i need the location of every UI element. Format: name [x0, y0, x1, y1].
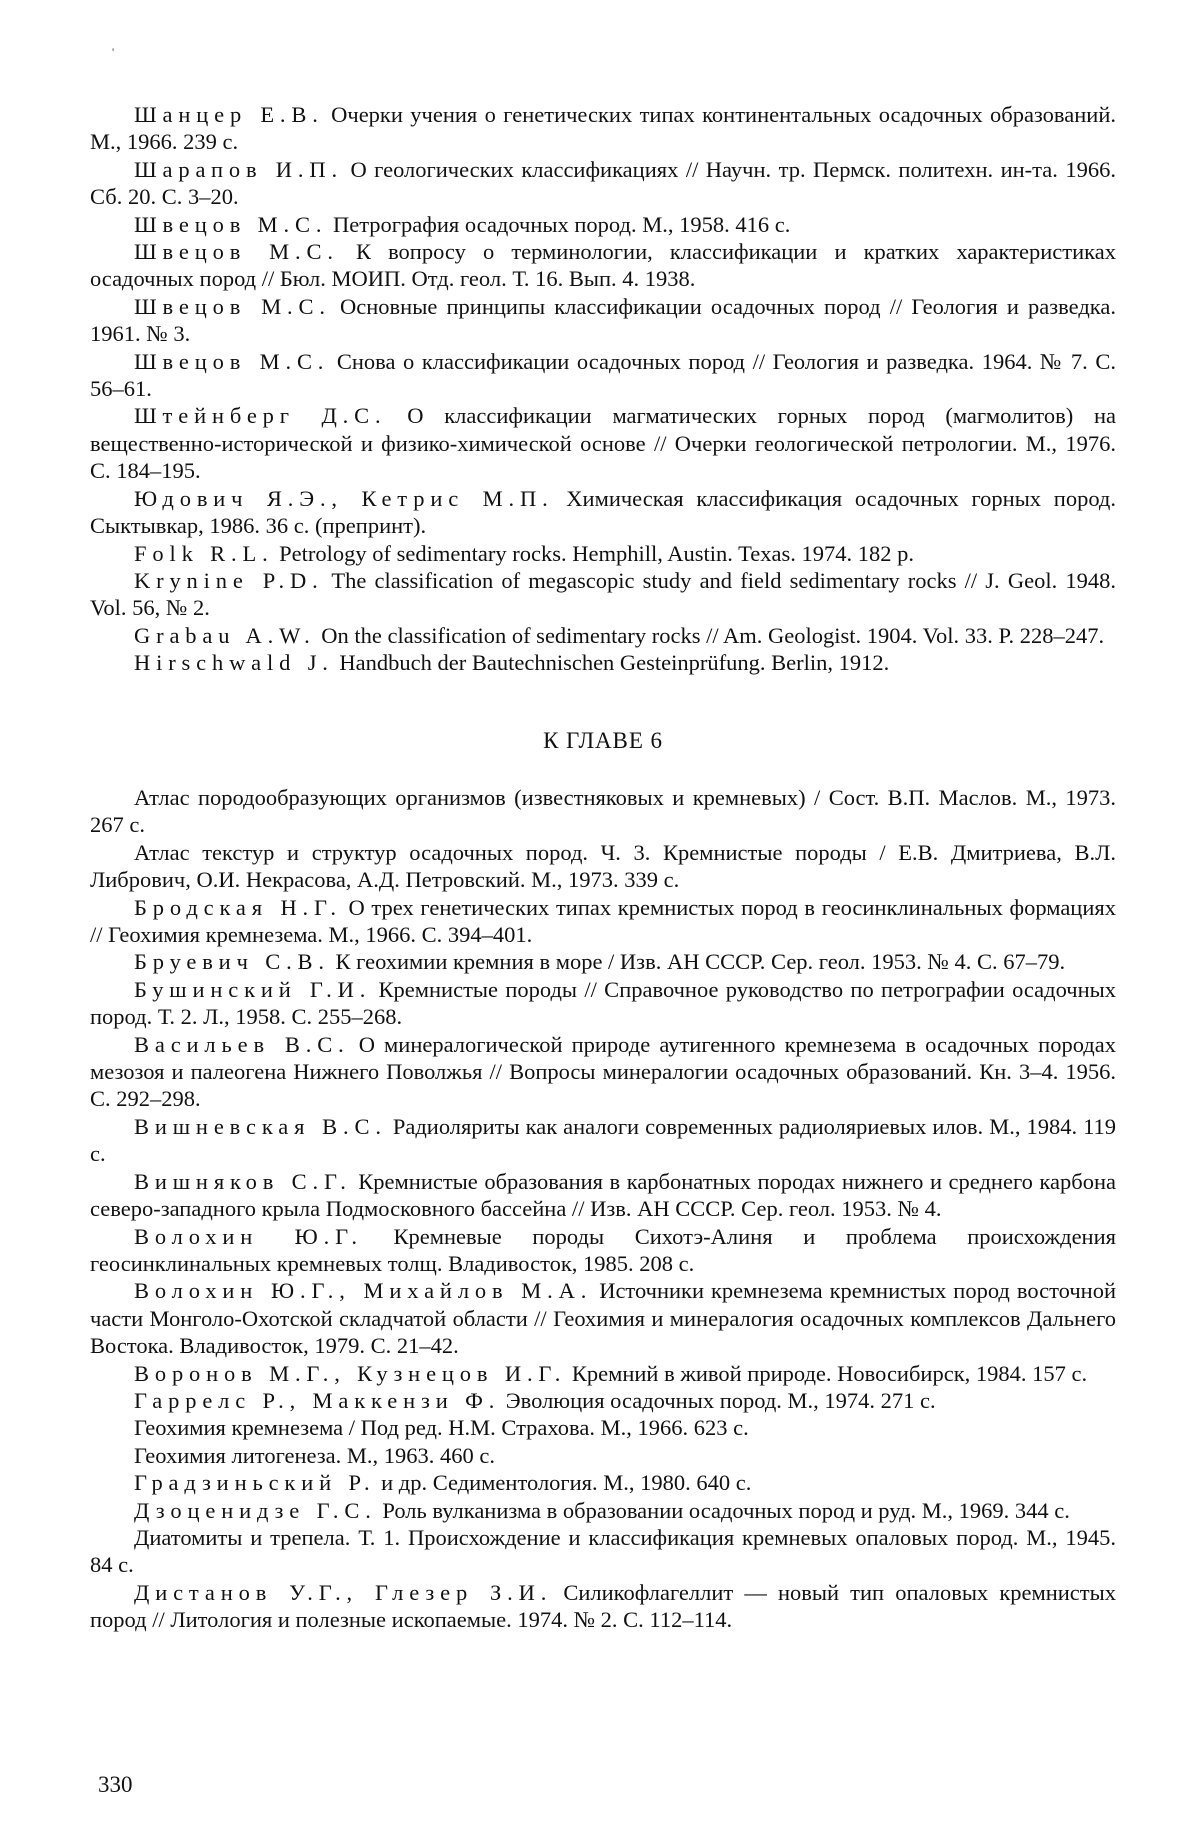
reference-author: Бруевич С.В.	[134, 949, 330, 975]
reference-text: К вопросу о терминологии, классификации и кратких характеристиках осадочных пород // Бюл. МОИП. Отд. геол. Т. 16. Вып. 4. 1938.	[90, 239, 1116, 292]
reference-entry	[90, 238, 1116, 293]
reference-text: Кремний в живой природе. Новосибирск, 1984. 157 с.	[566, 1360, 1088, 1386]
reference-entry	[90, 1442, 1116, 1469]
reference-text: О трех генетических типах кремнистых пород в геосинклинальных формациях // Геохимия кремнезема. М., 1966. С. 394–401.	[90, 894, 1116, 948]
reference-entry	[90, 1277, 1116, 1359]
reference-text: Атлас породообразующих организмов (известняковых и кремневых) / Сост. В.П. Маслов. М., 1973. 267 с.	[90, 785, 1116, 838]
reference-entry	[90, 1387, 1116, 1414]
reference-entry	[90, 784, 1116, 839]
reference-entry	[90, 1579, 1116, 1634]
references-list-previous-chapter	[90, 101, 1116, 677]
reference-entry	[90, 1414, 1116, 1441]
reference-text: Кремневые породы Сихотэ-Алиня и проблема происхождения геосинклинальных кремневых толщ. Владивосток, 1985. 208 с.	[90, 1223, 1116, 1276]
reference-author: Бродская Н.Г.	[134, 894, 342, 920]
reference-author: Вишняков С.Г.	[134, 1168, 352, 1194]
reference-entry	[90, 1497, 1116, 1524]
reference-author: Швецов М.С.	[134, 348, 330, 374]
reference-entry	[90, 402, 1116, 484]
reference-text: Petrology of sedimentary rocks. Hemphill, Austin. Texas. 1974. 182 p.	[273, 540, 914, 566]
reference-text: Основные принципы классификации осадочных пород // Геология и разведка. 1961. № 3.	[90, 293, 1116, 347]
reference-text: On the classification of sedimentary rocks // Am. Geologist. 1904. Vol. 33. P. 228–247.	[315, 622, 1105, 648]
reference-entry	[90, 293, 1116, 348]
reference-text: Геохимия литогенеза. М., 1963. 460 с.	[134, 1442, 496, 1468]
reference-entry	[90, 211, 1116, 238]
reference-entry	[90, 1469, 1116, 1496]
reference-text: Handbuch der Bautechnischen Gesteinprüfung. Berlin, 1912.	[333, 650, 890, 676]
reference-author: Швецов М.С.	[134, 293, 331, 319]
reference-author: Васильев В.С.	[134, 1031, 350, 1057]
reference-entry	[90, 567, 1116, 622]
reference-entry	[90, 622, 1116, 649]
reference-text: Кремнистые породы // Справочное руководство по петрографии осадочных пород. Т. 2. Л., 1958. С. 255–268.	[90, 976, 1116, 1030]
reference-text: The classification of megascopic study and field sedimentary rocks // J. Geol. 1948. Vol. 56, № 2.	[90, 567, 1116, 621]
reference-entry	[90, 976, 1116, 1031]
reference-text: О классификации магматических горных пород (магмолитов) на вещественно-исторической и физико-химической основе // Очерки геологической петрологии. М., 1976. С. 184–195.	[90, 403, 1116, 484]
reference-entry	[90, 649, 1116, 676]
reference-entry	[90, 1360, 1116, 1387]
reference-text: Источники кремнезема кремнистых пород восточной части Монголо-Охотской складчатой области // Геохимия и минералогия осадочных комплексов Дальнего Востока. Владивосток, 1979. С. 21–42.	[90, 1278, 1116, 1359]
reference-entry	[90, 1223, 1116, 1278]
reference-entry	[90, 948, 1116, 975]
reference-entry	[90, 1113, 1116, 1168]
reference-entry	[90, 348, 1116, 403]
reference-text: К геохимии кремния в море / Изв. АН СССР. Сер. геол. 1953. № 4. С. 67–79.	[329, 949, 1066, 975]
reference-author: Воронов М.Г., Кузнецов И.Г.	[134, 1360, 567, 1386]
reference-text: О минералогической природе аутигенного кремнезема в осадочных породах мезозоя и палеогена Нижнего Поволжья // Вопросы минералогии осадочных образований. Кн. 3–4. 1956. С. 292–298.	[90, 1031, 1116, 1112]
reference-text: О геологических классификациях // Научн. тр. Пермск. политехн. ин-та. 1966. Сб. 20. С. 3–20.	[90, 156, 1116, 210]
reference-author: Дзоценидзе Г.С.	[134, 1497, 377, 1523]
reference-text: Силикофлагеллит — новый тип опаловых кремнистых пород // Литология и полезные ископаемые. 1974. № 2. С. 112–114.	[90, 1579, 1116, 1633]
reference-text: Снова о классификации осадочных пород // Геология и разведка. 1964. № 7. С. 56–61.	[90, 348, 1116, 402]
reference-author: Шарапов И.П.	[134, 156, 343, 182]
reference-author: Вишневская В.С.	[134, 1113, 387, 1139]
reference-entry	[90, 101, 1116, 156]
reference-text: Химическая классификация осадочных горных пород. Сыктывкар, 1986. 36 с. (препринт).	[90, 485, 1116, 539]
reference-author: Юдович Я.Э., Кетрис М.П.	[134, 485, 554, 511]
reference-text: Эволюция осадочных пород. М., 1974. 271 с.	[500, 1387, 936, 1413]
reference-author: Волохин Ю.Г.	[134, 1223, 363, 1249]
reference-author: Folk R.L.	[134, 540, 274, 566]
reference-entry	[90, 540, 1116, 567]
reference-author: Hirschwald J.	[134, 650, 334, 676]
reference-author: Градзиньский Р.	[134, 1470, 376, 1496]
reference-author: Krynine P.D.	[134, 567, 324, 593]
reference-text: Петрография осадочных пород. М., 1958. 416 с.	[327, 211, 791, 237]
reference-text: Атлас текстур и структур осадочных пород. Ч. 3. Кремнистые породы / Е.В. Дмитриева, В.Л. Либрович, О.И. Некрасова, А.Д. Петровский. М., 1973. 339 с.	[90, 839, 1116, 893]
reference-entry	[90, 839, 1116, 894]
reference-text: и др. Седиментология. М., 1980. 640 с.	[375, 1470, 752, 1496]
reference-author: Швецов М.С.	[134, 239, 339, 265]
reference-text: Радиоляриты как аналоги современных радиоляриевых илов. М., 1984. 119 с.	[90, 1113, 1117, 1167]
reference-author: Шанцер Е.В.	[134, 102, 324, 127]
references-list-chapter-6	[90, 784, 1116, 1634]
stray-mark: '	[112, 45, 115, 59]
reference-text: Очерки учения о генетических типах континентальных осадочных образований. М., 1966. 239 с.	[90, 102, 1116, 155]
reference-text: Геохимия кремнезема / Под ред. Н.М. Страхова. М., 1966. 623 с.	[134, 1415, 749, 1441]
reference-entry	[90, 1524, 1116, 1579]
reference-entry	[90, 1168, 1116, 1223]
reference-text: Роль вулканизма в образовании осадочных пород и руд. М., 1969. 344 с.	[376, 1497, 1070, 1523]
reference-entry	[90, 894, 1116, 949]
reference-author: Швецов М.С.	[134, 211, 328, 237]
reference-author: Бушинский Г.И.	[134, 976, 372, 1002]
reference-text: Кремнистые образования в карбонатных породах нижнего и среднего карбона северо-западного крыла Подмосковного бассейна // Изв. АН СССР. Сер. геол. 1953. № 4.	[90, 1168, 1116, 1222]
reference-author: Grabau A.W.	[134, 622, 316, 648]
reference-text: Диатомиты и трепела. Т. 1. Происхождение и классификация кремневых опаловых пород. М., 1945. 84 с.	[90, 1524, 1116, 1578]
reference-entry	[90, 156, 1116, 211]
reference-entry	[90, 485, 1116, 540]
chapter-heading: К ГЛАВЕ 6	[543, 728, 663, 753]
reference-author: Дистанов У.Г., Глезер З.И.	[134, 1579, 553, 1605]
reference-entry	[90, 1031, 1116, 1113]
reference-author: Гаррелс Р., Маккензи Ф.	[134, 1387, 501, 1413]
page-number: 330	[98, 1772, 133, 1797]
reference-author: Волохин Ю.Г., Михайлов М.А.	[134, 1278, 593, 1304]
reference-author: Штейнберг Д.С.	[134, 403, 387, 429]
